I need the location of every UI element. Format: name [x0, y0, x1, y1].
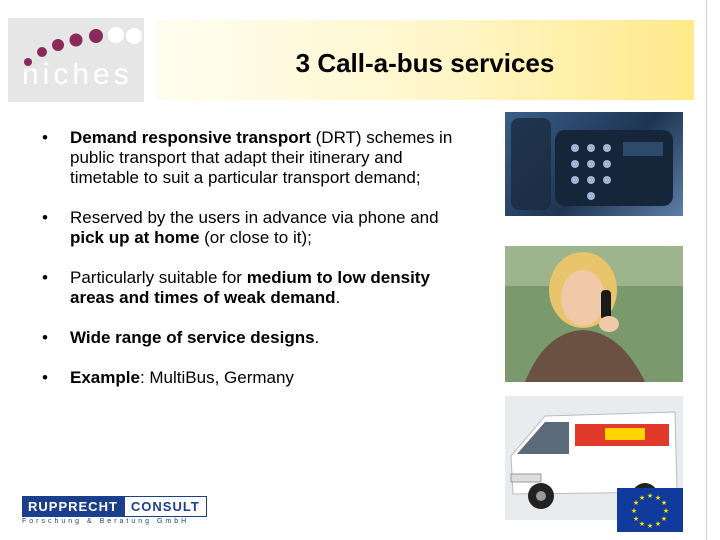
bullet-item: [36, 368, 476, 388]
bullet-text: Reserved by the users in advance via phone and: [70, 208, 439, 227]
bullet-bold: Example: [70, 368, 140, 387]
svg-text:★: ★: [638, 494, 646, 502]
bullet-text: Particularly suitable for: [70, 268, 247, 287]
bullet-bold: Demand responsive transport: [70, 128, 311, 147]
slide-title: 3 Call-a-bus services: [295, 48, 555, 78]
woman-icon: [505, 246, 683, 382]
bullet-item: [36, 268, 476, 308]
bullet-dot: •: [42, 328, 48, 347]
svg-text:★: ★: [632, 499, 640, 507]
svg-text:★: ★: [660, 499, 668, 507]
consult-left: RUPPRECHT: [22, 496, 124, 517]
bullet-bold: pick up at home: [70, 228, 200, 247]
consult-subtitle: Forschung & Beratung GmbH: [22, 518, 190, 525]
eu-stars-icon: [617, 488, 683, 532]
bullet-text: : MultiBus, Germany: [139, 368, 294, 387]
bullet-dot: •: [42, 128, 48, 147]
bullet-dot: •: [42, 268, 48, 287]
bullet-dot: •: [42, 368, 48, 387]
bullet-item: [36, 128, 476, 188]
svg-text:★: ★: [646, 522, 654, 530]
svg-text:★: ★: [654, 520, 662, 528]
eu-flag: [617, 488, 683, 532]
svg-text:★: ★: [632, 515, 640, 523]
right-divider: [706, 0, 707, 540]
title-bar: [156, 20, 694, 100]
bullet-bold: medium to low density areas and times of weak demand: [70, 268, 430, 307]
bullet-text: (DRT) schemes in public transport that adapt their itinerary and timetable to suit a particular transport demand;: [70, 128, 453, 187]
bullet-dot: •: [42, 208, 48, 227]
woman-on-phone-photo: [505, 246, 683, 382]
bullet-item: [36, 328, 476, 348]
svg-text:★: ★: [662, 507, 670, 515]
svg-text:★: ★: [646, 492, 654, 500]
svg-text:★: ★: [638, 520, 646, 528]
svg-text:★: ★: [660, 515, 668, 523]
rupprecht-consult-logo: [22, 496, 207, 525]
bullet-item: [36, 208, 476, 248]
consult-right: CONSULT: [124, 496, 207, 517]
telephone-photo: [505, 112, 683, 216]
svg-text:★: ★: [630, 507, 638, 515]
bullet-text: (or close to it);: [199, 228, 312, 247]
logo-text: niches: [22, 58, 133, 91]
bullet-bold: Wide range of service designs: [70, 328, 315, 347]
bullet-list: [36, 128, 476, 388]
telephone-icon: [505, 112, 683, 216]
niches-logo: [8, 18, 144, 102]
bullet-text: .: [314, 328, 320, 347]
bullet-text: .: [335, 288, 341, 307]
svg-text:★: ★: [654, 494, 662, 502]
